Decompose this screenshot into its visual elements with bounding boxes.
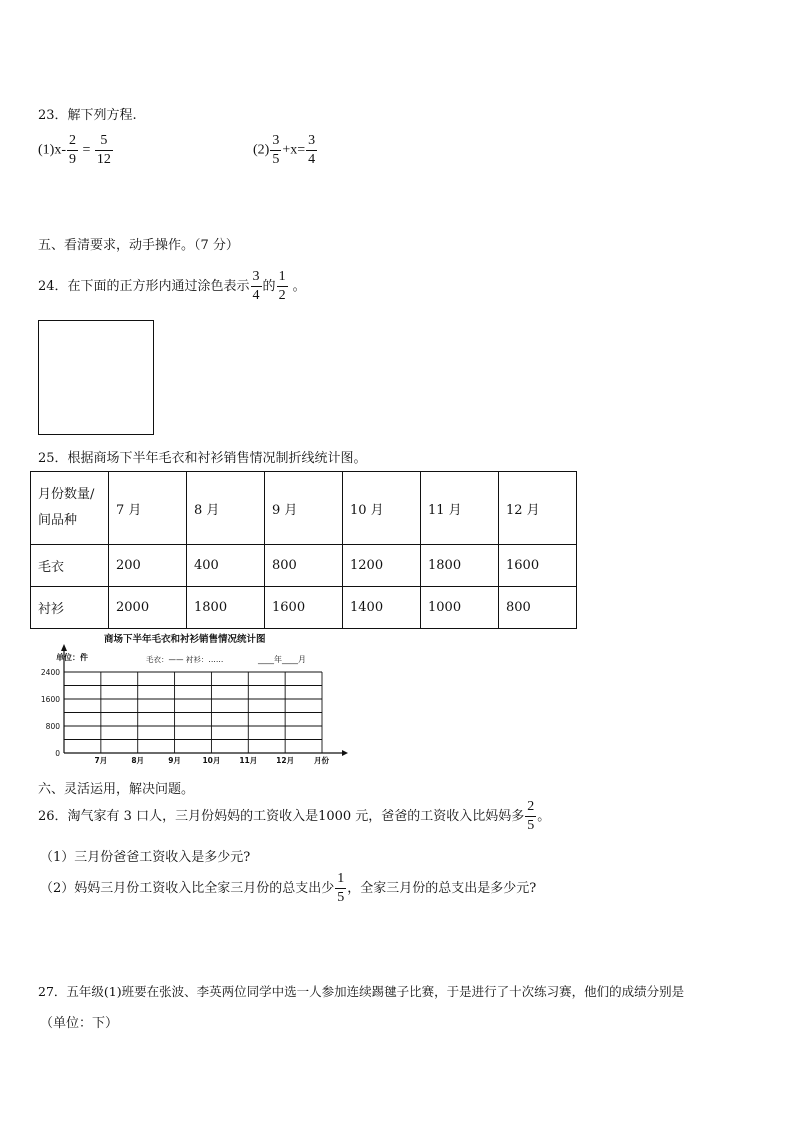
table-cell: 1000 bbox=[421, 587, 499, 629]
chart-date-blank: ____年____月 bbox=[258, 655, 306, 664]
line-chart[interactable] bbox=[36, 630, 356, 770]
table-cell: 800 bbox=[499, 587, 577, 629]
table-cell: 1800 bbox=[421, 545, 499, 587]
eq2-prefix: (2) bbox=[253, 142, 270, 158]
q23-equation-1 bbox=[38, 134, 114, 167]
q26-text-a: 26．淘气家有 3 口人，三月份妈妈的工资收入是1000 元，爸爸的工资收入比妈妈多 bbox=[38, 809, 525, 824]
chart-x-ticks bbox=[94, 756, 294, 765]
q26-text-b: 。 bbox=[537, 809, 551, 824]
q24-text-a: 24．在下面的正方形内通过涂色表示 bbox=[38, 279, 250, 294]
sales-table bbox=[30, 471, 577, 629]
table-header-month: 9 月 bbox=[265, 472, 343, 545]
table-row bbox=[31, 545, 577, 587]
table-header-month: 11 月 bbox=[421, 472, 499, 545]
table-header-month: 10 月 bbox=[343, 472, 421, 545]
q26-sub2-b: ，全家三月份的总支出是多少元? bbox=[347, 881, 537, 896]
table-cell: 400 bbox=[187, 545, 265, 587]
chart-legend: 毛衣：—— 衬衫：…… bbox=[146, 655, 224, 664]
q24-text-b: 的 bbox=[262, 279, 276, 294]
q26-fraction: $\frac{2}{5}$ bbox=[527, 799, 535, 833]
chart-x-tick-label: 10月 bbox=[202, 756, 221, 765]
table-cell: 1200 bbox=[343, 545, 421, 587]
table-cell: 200 bbox=[109, 545, 187, 587]
chart-x-tick-label: 11月 bbox=[239, 756, 258, 765]
table-row-label: 毛衣 bbox=[31, 545, 109, 587]
chart-y-arrow bbox=[61, 644, 67, 651]
table-row bbox=[31, 587, 577, 629]
chart-x-tick-label: 7月 bbox=[94, 756, 108, 765]
chart-y-tick-label: 800 bbox=[45, 722, 60, 731]
q24-fraction-2: $\frac{1}{2}$ bbox=[278, 269, 286, 303]
chart-x-arrow bbox=[342, 750, 348, 756]
q23-title: 23．解下列方程. bbox=[38, 108, 137, 123]
table-cell: 1600 bbox=[499, 545, 577, 587]
q26-sub1: （1）三月份爸爸工资收入是多少元? bbox=[40, 850, 251, 865]
q24-text-c: 。 bbox=[292, 279, 306, 294]
table-cell: 800 bbox=[265, 545, 343, 587]
q24-text bbox=[38, 270, 306, 303]
corner-line-2: 间品种 bbox=[38, 513, 78, 528]
shading-square[interactable] bbox=[38, 320, 154, 435]
eq1-fraction-2: $\frac{5}{12}$ bbox=[96, 133, 111, 167]
chart-y-ticks bbox=[41, 668, 60, 758]
chart-unit-label: 单位：件 bbox=[56, 653, 88, 662]
section6-title: 六、灵活运用，解决问题。 bbox=[38, 782, 195, 797]
eq1-fraction-1: $\frac{2}{9}$ bbox=[69, 133, 76, 167]
eq2-fraction-2: $\frac{3}{4}$ bbox=[308, 133, 316, 167]
q24-fraction-1: $\frac{3}{4}$ bbox=[252, 269, 260, 303]
table-cell: 1800 bbox=[187, 587, 265, 629]
eq2-fraction-1: $\frac{3}{5}$ bbox=[272, 133, 280, 167]
chart-x-tick-label: 8月 bbox=[131, 756, 145, 765]
table-cell: 2000 bbox=[109, 587, 187, 629]
q23-equation-2 bbox=[253, 134, 318, 167]
table-corner-cell bbox=[31, 472, 109, 545]
chart-title: 商场下半年毛衣和衬衫销售情况统计图 bbox=[104, 634, 266, 645]
q26-sub2-a: （2）妈妈三月份工资收入比全家三月份的总支出少 bbox=[40, 881, 335, 896]
eq1-equals: = bbox=[82, 142, 91, 158]
table-header-row bbox=[31, 472, 577, 545]
chart-x-tick-label: 12月 bbox=[276, 756, 295, 765]
eq2-mid: +x= bbox=[282, 142, 306, 158]
chart-x-tick-label: 9月 bbox=[168, 756, 181, 765]
q25-title: 25．根据商场下半年毛衣和衬衫销售情况制折线统计图。 bbox=[38, 451, 367, 466]
table-cell: 1600 bbox=[265, 587, 343, 629]
q26-text bbox=[38, 800, 550, 833]
q26-sub2 bbox=[40, 872, 536, 905]
table-header-month: 8 月 bbox=[187, 472, 265, 545]
q27-line1: 27．五年级(1)班要在张波、李英两位同学中选一人参加连续踢毽子比赛，于是进行了十次练习赛，他们的成绩分别是 bbox=[38, 984, 685, 999]
table-row-label: 衬衫 bbox=[31, 587, 109, 629]
section5-title: 五、看清要求，动手操作。（7 分） bbox=[38, 238, 239, 253]
table-cell: 1400 bbox=[343, 587, 421, 629]
chart-y-tick-label: 2400 bbox=[40, 668, 60, 677]
chart-x-axis-label: 月份 bbox=[314, 756, 329, 765]
eq1-prefix: (1)x- bbox=[38, 142, 66, 158]
table-header-month: 7 月 bbox=[109, 472, 187, 545]
q26-sub2-fraction: $\frac{1}{5}$ bbox=[337, 871, 345, 905]
chart-grid bbox=[64, 672, 322, 753]
chart-y-tick-label: 1600 bbox=[40, 695, 60, 704]
corner-line-1: 月份数量/ bbox=[38, 487, 95, 502]
q27-line2: （单位：下） bbox=[40, 1016, 119, 1031]
table-header-month: 12 月 bbox=[499, 472, 577, 545]
chart-y-tick-label: 0 bbox=[55, 749, 60, 758]
